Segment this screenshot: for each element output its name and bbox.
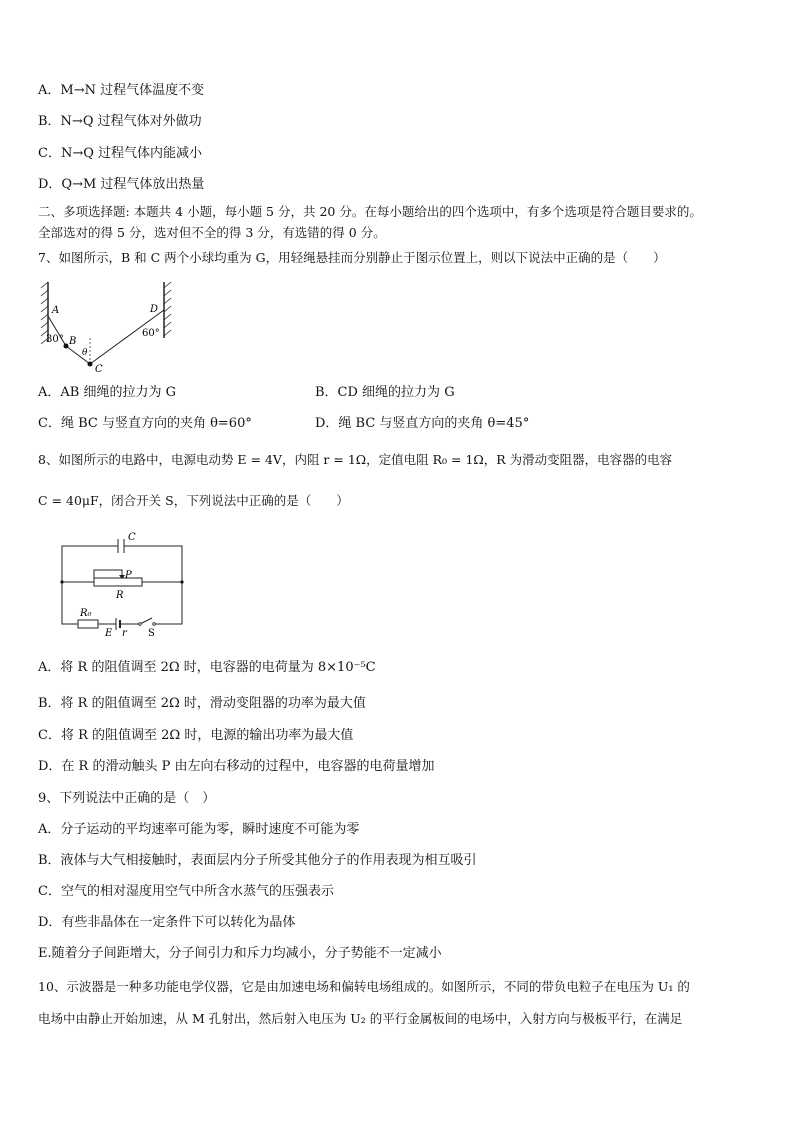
q9-option-a: A．分子运动的平均速率可能为零，瞬时速度不可能为零	[38, 822, 360, 837]
q6-option-a: A．M→N 过程气体温度不变	[38, 83, 205, 98]
q9-option-d: D．有些非晶体在一定条件下可以转化为晶体	[38, 915, 296, 930]
q7-option-d: D．绳 BC 与竖直方向的夹角 θ=45°	[315, 416, 530, 431]
q9-stem: 9、下列说法中正确的是（ ）	[38, 791, 216, 806]
q8-option-c: C．将 R 的阻值调至 2Ω 时，电源的输出功率为最大值	[38, 728, 354, 743]
q8-stem-line2: C = 40μF，闭合开关 S，下列说法中正确的是（ ）	[38, 493, 349, 508]
q10-stem-line2: 电场中由静止开始加速，从 M 孔射出，然后射入电压为 U₂ 的平行金属板间的电场中，入射方向与极板平行，在满足	[38, 1011, 683, 1026]
q8-option-d: D．在 R 的滑动触头 P 由左向右移动的过程中，电容器的电荷量增加	[38, 759, 435, 774]
q7-stem: 7、如图所示，B 和 C 两个小球均重为 G，用轻绳悬挂而分别静止于图示位置上，则以下说法中正确的是（ ）	[38, 250, 666, 265]
ball-c	[88, 362, 93, 367]
q8-stem-line1: 8、如图所示的电路中，电源电动势 E = 4V，内阻 r = 1Ω，定值电阻 R₀ = 1Ω，R 为滑动变阻器，电容器的电容	[38, 452, 673, 467]
section2-instructions-line1: 二、多项选择题: 本题共 4 小题，每小题 5 分，共 20 分。在每小题给出的四个选项中，有多个选项是符合题目要求的。	[38, 204, 702, 219]
q8-circuit-figure	[58, 530, 188, 640]
svg-text:E: E	[105, 628, 113, 639]
q6-option-b: B．N→Q 过程气体对外做功	[38, 114, 202, 129]
q8-option-a: A．将 R 的阻值调至 2Ω 时，电容器的电荷量为 8×10⁻⁵C	[38, 660, 376, 675]
q10-stem-line1: 10、示波器是一种多功能电学仪器，它是由加速电场和偏转电场组成的。如图所示，不同的带负电粒子在电压为 U₁ 的	[38, 979, 690, 994]
svg-text:R: R	[116, 590, 124, 601]
svg-text:30°: 30°	[46, 334, 64, 345]
svg-text:P: P	[125, 570, 132, 581]
svg-text:60°: 60°	[142, 328, 160, 339]
section2-instructions-line2: 全部选对的得 5 分，选对但不全的得 3 分，有选错的得 0 分。	[38, 225, 386, 240]
q7-option-b: B．CD 细绳的拉力为 G	[315, 385, 455, 400]
q9-option-b: B．液体与大气相接触时，表面层内分子所受其他分子的作用表现为相互吸引	[38, 853, 477, 868]
q7-figure	[38, 280, 178, 375]
svg-text:A: A	[52, 305, 60, 316]
svg-text:S: S	[148, 628, 155, 639]
q9-option-e: E.随着分子间距增大，分子间引力和斥力均减小，分子势能不一定减小	[38, 946, 442, 961]
q7-option-c: C．绳 BC 与竖直方向的夹角 θ=60°	[38, 416, 252, 431]
q6-option-d: D．Q→M 过程气体放出热量	[38, 177, 205, 192]
svg-text:C: C	[95, 364, 103, 375]
ball-b	[64, 344, 69, 349]
q6-option-c: C．N→Q 过程气体内能减小	[38, 146, 203, 161]
svg-text:r: r	[122, 628, 127, 639]
q9-option-c: C．空气的相对湿度用空气中所含水蒸气的压强表示	[38, 884, 334, 899]
svg-text:C: C	[128, 532, 136, 543]
svg-text:B: B	[69, 336, 77, 347]
svg-text:θ: θ	[82, 348, 88, 358]
svg-text:D: D	[150, 304, 159, 315]
svg-text:R₀: R₀	[80, 608, 92, 619]
q8-option-b: B．将 R 的阻值调至 2Ω 时，滑动变阻器的功率为最大值	[38, 696, 366, 711]
q7-option-a: A．AB 细绳的拉力为 G	[38, 385, 176, 400]
